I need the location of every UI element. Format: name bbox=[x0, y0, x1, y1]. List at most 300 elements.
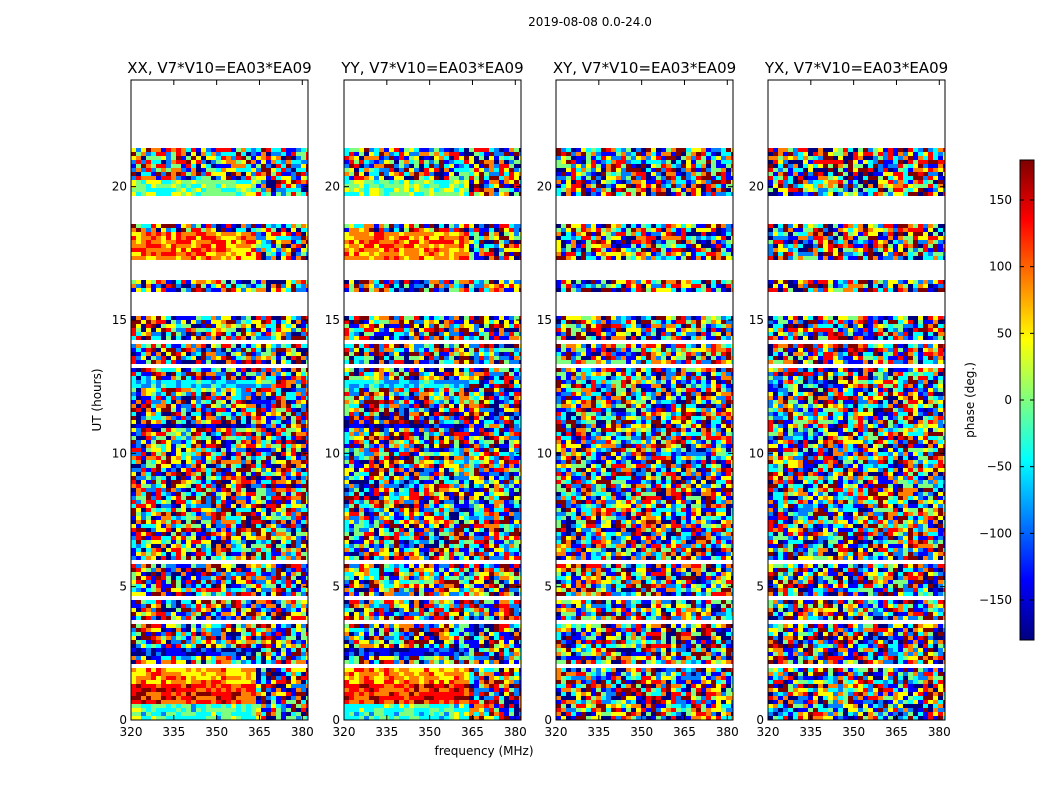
heatmap-cell bbox=[276, 368, 281, 372]
heatmap-cell bbox=[161, 232, 166, 236]
heatmap-cell bbox=[231, 528, 236, 532]
heatmap-cell bbox=[261, 508, 266, 512]
heatmap-cell bbox=[261, 388, 266, 392]
heatmap-cell bbox=[181, 532, 186, 536]
heatmap-cell bbox=[266, 524, 271, 528]
heatmap-cell bbox=[176, 712, 181, 716]
heatmap-cell bbox=[251, 652, 256, 656]
heatmap-cell bbox=[186, 492, 191, 496]
heatmap-cell bbox=[186, 432, 191, 436]
heatmap-cell bbox=[231, 676, 236, 680]
heatmap-cell bbox=[201, 648, 206, 652]
heatmap-cell bbox=[146, 336, 151, 340]
heatmap-cell bbox=[136, 660, 141, 664]
heatmap-cell bbox=[151, 368, 156, 372]
heatmap-cell bbox=[246, 328, 251, 332]
heatmap-cell bbox=[216, 172, 221, 176]
heatmap-cell bbox=[276, 180, 281, 184]
heatmap-cell bbox=[131, 648, 136, 652]
heatmap-cell bbox=[146, 676, 151, 680]
heatmap-cell bbox=[141, 476, 146, 480]
heatmap-cell bbox=[181, 236, 186, 240]
heatmap-cell bbox=[201, 344, 206, 348]
heatmap-cell bbox=[206, 640, 211, 644]
heatmap-cell bbox=[231, 628, 236, 632]
heatmap-cell bbox=[166, 392, 171, 396]
heatmap-cell bbox=[136, 224, 141, 228]
heatmap-cell bbox=[261, 148, 266, 152]
heatmap-cell bbox=[271, 564, 276, 568]
heatmap-cell bbox=[151, 692, 156, 696]
heatmap-cell bbox=[201, 416, 206, 420]
heatmap-cell bbox=[246, 188, 251, 192]
heatmap-cell bbox=[221, 360, 226, 364]
heatmap-cell bbox=[286, 692, 291, 696]
heatmap-cell bbox=[141, 716, 146, 720]
heatmap-cell bbox=[161, 484, 166, 488]
heatmap-cell bbox=[176, 608, 181, 612]
heatmap-cell bbox=[181, 180, 186, 184]
heatmap-cell bbox=[156, 464, 161, 468]
heatmap-cell bbox=[176, 228, 181, 232]
heatmap-cell bbox=[221, 396, 226, 400]
heatmap-cell bbox=[256, 712, 261, 716]
heatmap-cell bbox=[226, 252, 231, 256]
heatmap-cell bbox=[276, 224, 281, 228]
heatmap-cell bbox=[166, 580, 171, 584]
heatmap-cell bbox=[291, 176, 296, 180]
heatmap-cell bbox=[131, 408, 136, 412]
heatmap-cell bbox=[296, 480, 301, 484]
heatmap-cell bbox=[186, 504, 191, 508]
heatmap-cell bbox=[176, 644, 181, 648]
heatmap-cell bbox=[161, 648, 166, 652]
heatmap-cell bbox=[296, 520, 301, 524]
heatmap-cell bbox=[281, 236, 286, 240]
heatmap-cell bbox=[131, 284, 136, 288]
heatmap-cell bbox=[296, 368, 301, 372]
heatmap-cell bbox=[271, 380, 276, 384]
heatmap-cell bbox=[286, 348, 291, 352]
heatmap-cell bbox=[146, 656, 151, 660]
heatmap-cell bbox=[271, 544, 276, 548]
heatmap-cell bbox=[131, 436, 136, 440]
heatmap-cell bbox=[211, 448, 216, 452]
heatmap-cell bbox=[146, 468, 151, 472]
heatmap-cell bbox=[141, 564, 146, 568]
heatmap-cell bbox=[201, 356, 206, 360]
heatmap-cell bbox=[206, 356, 211, 360]
heatmap-cell bbox=[191, 692, 196, 696]
heatmap-cell bbox=[271, 236, 276, 240]
heatmap-cell bbox=[281, 452, 286, 456]
heatmap-cell bbox=[276, 520, 281, 524]
heatmap-cell bbox=[251, 712, 256, 716]
heatmap-cell bbox=[186, 240, 191, 244]
heatmap-cell bbox=[256, 540, 261, 544]
heatmap-cell bbox=[201, 180, 206, 184]
heatmap-cell bbox=[271, 480, 276, 484]
heatmap-cell bbox=[271, 444, 276, 448]
heatmap-cell bbox=[226, 324, 231, 328]
heatmap-cell bbox=[161, 228, 166, 232]
heatmap-cell bbox=[171, 708, 176, 712]
heatmap-cell bbox=[296, 556, 301, 560]
heatmap-cell bbox=[176, 676, 181, 680]
heatmap-cell bbox=[276, 444, 281, 448]
heatmap-cell bbox=[261, 580, 266, 584]
heatmap-cell bbox=[191, 584, 196, 588]
heatmap-cell bbox=[141, 316, 146, 320]
heatmap-cell bbox=[291, 456, 296, 460]
heatmap-cell bbox=[171, 460, 176, 464]
heatmap-cell bbox=[226, 544, 231, 548]
heatmap-cell bbox=[221, 672, 226, 676]
heatmap-cell bbox=[166, 192, 171, 196]
heatmap-cell bbox=[281, 564, 286, 568]
heatmap-cell bbox=[216, 476, 221, 480]
heatmap-cell bbox=[176, 152, 181, 156]
heatmap-cell bbox=[261, 332, 266, 336]
heatmap-cell bbox=[261, 248, 266, 252]
heatmap-cell bbox=[221, 192, 226, 196]
heatmap-cell bbox=[231, 592, 236, 596]
heatmap-cell bbox=[211, 684, 216, 688]
heatmap-cell bbox=[191, 244, 196, 248]
heatmap-cell bbox=[231, 160, 236, 164]
heatmap-cell bbox=[151, 232, 156, 236]
heatmap-cell bbox=[216, 572, 221, 576]
heatmap-cell bbox=[176, 248, 181, 252]
heatmap-cell bbox=[281, 188, 286, 192]
heatmap-cell bbox=[286, 528, 291, 532]
heatmap-cell bbox=[286, 332, 291, 336]
heatmap-cell bbox=[291, 164, 296, 168]
heatmap-cell bbox=[261, 328, 266, 332]
heatmap-cell bbox=[181, 172, 186, 176]
heatmap-cell bbox=[281, 368, 286, 372]
heatmap-cell bbox=[241, 444, 246, 448]
heatmap-cell bbox=[146, 440, 151, 444]
heatmap-cell bbox=[301, 604, 306, 608]
heatmap-cell bbox=[246, 640, 251, 644]
heatmap-cell bbox=[296, 404, 301, 408]
heatmap-cell bbox=[146, 148, 151, 152]
heatmap-cell bbox=[286, 424, 291, 428]
heatmap-cell bbox=[281, 392, 286, 396]
heatmap-cell bbox=[146, 424, 151, 428]
heatmap-cell bbox=[166, 428, 171, 432]
heatmap-cell bbox=[166, 708, 171, 712]
heatmap-cell bbox=[196, 468, 201, 472]
heatmap-cell bbox=[146, 232, 151, 236]
heatmap-cell bbox=[296, 532, 301, 536]
heatmap-cell bbox=[186, 448, 191, 452]
heatmap-cell bbox=[266, 512, 271, 516]
heatmap-cell bbox=[276, 632, 281, 636]
heatmap-cell bbox=[271, 624, 276, 628]
heatmap-cell bbox=[301, 228, 306, 232]
heatmap-cell bbox=[156, 480, 161, 484]
heatmap-cell bbox=[261, 500, 266, 504]
heatmap-cell bbox=[141, 344, 146, 348]
heatmap-cell bbox=[261, 468, 266, 472]
x-tick-label: 380 bbox=[291, 725, 314, 739]
heatmap-cell bbox=[236, 652, 241, 656]
heatmap-cell bbox=[201, 628, 206, 632]
heatmap-cell bbox=[271, 464, 276, 468]
heatmap-cell bbox=[286, 164, 291, 168]
heatmap-cell bbox=[201, 248, 206, 252]
heatmap-cell bbox=[281, 568, 286, 572]
heatmap-cell bbox=[241, 420, 246, 424]
heatmap-cell bbox=[191, 248, 196, 252]
heatmap-cell bbox=[226, 492, 231, 496]
heatmap-cell bbox=[131, 700, 136, 704]
heatmap-cell bbox=[206, 572, 211, 576]
heatmap-cell bbox=[141, 320, 146, 324]
heatmap-cell bbox=[161, 388, 166, 392]
heatmap-cell bbox=[231, 384, 236, 388]
heatmap-cell bbox=[131, 396, 136, 400]
heatmap-cell bbox=[281, 420, 286, 424]
heatmap-cell bbox=[221, 280, 226, 284]
heatmap-cell bbox=[251, 496, 256, 500]
heatmap-cell bbox=[206, 504, 211, 508]
heatmap-cell bbox=[296, 468, 301, 472]
heatmap-cell bbox=[266, 324, 271, 328]
heatmap-cell bbox=[141, 388, 146, 392]
heatmap-cell bbox=[226, 608, 231, 612]
heatmap-cell bbox=[271, 316, 276, 320]
heatmap-cell bbox=[266, 284, 271, 288]
heatmap-cell bbox=[261, 376, 266, 380]
heatmap-cell bbox=[206, 396, 211, 400]
heatmap-cell bbox=[211, 424, 216, 428]
heatmap-cell bbox=[286, 252, 291, 256]
heatmap-cell bbox=[131, 372, 136, 376]
heatmap-cell bbox=[196, 516, 201, 520]
heatmap-cell bbox=[281, 600, 286, 604]
heatmap-cell bbox=[166, 320, 171, 324]
heatmap-cell bbox=[171, 192, 176, 196]
heatmap-cell bbox=[196, 524, 201, 528]
heatmap-cell bbox=[271, 688, 276, 692]
heatmap-cell bbox=[176, 624, 181, 628]
heatmap-cell bbox=[266, 564, 271, 568]
heatmap-cell bbox=[196, 164, 201, 168]
heatmap-cell bbox=[256, 440, 261, 444]
heatmap-cell bbox=[131, 416, 136, 420]
heatmap-cell bbox=[271, 176, 276, 180]
heatmap-cell bbox=[151, 352, 156, 356]
heatmap-cell bbox=[136, 252, 141, 256]
heatmap-cell bbox=[161, 588, 166, 592]
heatmap-cell bbox=[216, 516, 221, 520]
heatmap-cell bbox=[176, 192, 181, 196]
heatmap-cell bbox=[226, 188, 231, 192]
heatmap-cell bbox=[201, 680, 206, 684]
heatmap-cell bbox=[166, 336, 171, 340]
heatmap-cell bbox=[246, 524, 251, 528]
heatmap-cell bbox=[161, 624, 166, 628]
heatmap-cell bbox=[296, 568, 301, 572]
heatmap-cell bbox=[226, 476, 231, 480]
heatmap-cell bbox=[286, 396, 291, 400]
heatmap-cell bbox=[281, 640, 286, 644]
heatmap-cell bbox=[216, 576, 221, 580]
heatmap-cell bbox=[201, 240, 206, 244]
heatmap-cell bbox=[261, 512, 266, 516]
heatmap-cell bbox=[191, 568, 196, 572]
heatmap-cell bbox=[221, 436, 226, 440]
heatmap-cell bbox=[216, 488, 221, 492]
heatmap-cell bbox=[286, 640, 291, 644]
heatmap-cell bbox=[196, 368, 201, 372]
heatmap-cell bbox=[166, 540, 171, 544]
heatmap-cell bbox=[286, 504, 291, 508]
heatmap-cell bbox=[201, 232, 206, 236]
heatmap-cell bbox=[256, 408, 261, 412]
heatmap-cell bbox=[166, 444, 171, 448]
heatmap-cell bbox=[261, 552, 266, 556]
heatmap-cell bbox=[156, 232, 161, 236]
heatmap-cell bbox=[271, 328, 276, 332]
heatmap-cell bbox=[186, 328, 191, 332]
heatmap-cell bbox=[186, 316, 191, 320]
heatmap-cell bbox=[301, 320, 306, 324]
heatmap-cell bbox=[161, 352, 166, 356]
heatmap-cell bbox=[301, 580, 306, 584]
heatmap-cell bbox=[136, 444, 141, 448]
heatmap-cell bbox=[266, 348, 271, 352]
heatmap-cell bbox=[161, 688, 166, 692]
heatmap-cell bbox=[236, 448, 241, 452]
heatmap-cell bbox=[276, 584, 281, 588]
heatmap-cell bbox=[276, 572, 281, 576]
heatmap-cell bbox=[171, 472, 176, 476]
heatmap-cell bbox=[146, 416, 151, 420]
heatmap-cell bbox=[251, 368, 256, 372]
heatmap-cell bbox=[251, 444, 256, 448]
heatmap-cell bbox=[201, 468, 206, 472]
heatmap-cell bbox=[276, 600, 281, 604]
heatmap-cell bbox=[271, 516, 276, 520]
heatmap-cell bbox=[301, 508, 306, 512]
heatmap-cell bbox=[276, 548, 281, 552]
heatmap-cell bbox=[211, 612, 216, 616]
heatmap-cell bbox=[166, 640, 171, 644]
heatmap-cell bbox=[281, 460, 286, 464]
heatmap-cell bbox=[181, 648, 186, 652]
heatmap-cell bbox=[221, 152, 226, 156]
heatmap-cell bbox=[231, 288, 236, 292]
heatmap-cell bbox=[301, 148, 306, 152]
heatmap-cell bbox=[216, 704, 221, 708]
heatmap-cell bbox=[171, 352, 176, 356]
heatmap-cell bbox=[241, 492, 246, 496]
heatmap-cell bbox=[166, 460, 171, 464]
heatmap-cell bbox=[131, 532, 136, 536]
heatmap-cell bbox=[281, 464, 286, 468]
heatmap-cell bbox=[266, 404, 271, 408]
heatmap-cell bbox=[271, 452, 276, 456]
heatmap-cell bbox=[266, 396, 271, 400]
heatmap-cell bbox=[176, 344, 181, 348]
heatmap-cell bbox=[201, 704, 206, 708]
heatmap-cell bbox=[266, 400, 271, 404]
heatmap-cell bbox=[301, 256, 306, 260]
heatmap-cell bbox=[211, 504, 216, 508]
heatmap-cell bbox=[266, 408, 271, 412]
heatmap-cell bbox=[281, 248, 286, 252]
heatmap-cell bbox=[296, 688, 301, 692]
heatmap-cell bbox=[241, 656, 246, 660]
heatmap-cell bbox=[286, 680, 291, 684]
heatmap-cell bbox=[136, 528, 141, 532]
heatmap-cell bbox=[191, 676, 196, 680]
heatmap-cell bbox=[251, 244, 256, 248]
heatmap-cell bbox=[136, 284, 141, 288]
heatmap-cell bbox=[146, 396, 151, 400]
heatmap-cell bbox=[301, 516, 306, 520]
heatmap-cell bbox=[216, 600, 221, 604]
heatmap-cell bbox=[241, 412, 246, 416]
heatmap-cell bbox=[216, 408, 221, 412]
heatmap-cell bbox=[231, 404, 236, 408]
heatmap-cell bbox=[291, 676, 296, 680]
heatmap-cell bbox=[286, 148, 291, 152]
heatmap-cell bbox=[171, 564, 176, 568]
heatmap-cell bbox=[206, 492, 211, 496]
heatmap-cell bbox=[201, 328, 206, 332]
heatmap-cell bbox=[291, 240, 296, 244]
heatmap-cell bbox=[141, 648, 146, 652]
heatmap-cell bbox=[281, 628, 286, 632]
heatmap-cell bbox=[236, 688, 241, 692]
heatmap-cell bbox=[296, 660, 301, 664]
heatmap-cell bbox=[256, 372, 261, 376]
heatmap-cell bbox=[211, 372, 216, 376]
heatmap-cell bbox=[236, 484, 241, 488]
heatmap-cell bbox=[156, 244, 161, 248]
heatmap-cell bbox=[131, 540, 136, 544]
heatmap-cell bbox=[211, 508, 216, 512]
heatmap-cell bbox=[261, 192, 266, 196]
heatmap-cell bbox=[181, 624, 186, 628]
heatmap-cell bbox=[256, 432, 261, 436]
heatmap-cell bbox=[236, 164, 241, 168]
heatmap-cell bbox=[236, 624, 241, 628]
heatmap-cell bbox=[216, 608, 221, 612]
heatmap-cell bbox=[136, 160, 141, 164]
heatmap-cell bbox=[146, 552, 151, 556]
heatmap-cell bbox=[241, 644, 246, 648]
heatmap-cell bbox=[236, 284, 241, 288]
heatmap-cell bbox=[251, 696, 256, 700]
heatmap-cell bbox=[256, 656, 261, 660]
heatmap-cell bbox=[251, 412, 256, 416]
heatmap-cell bbox=[251, 452, 256, 456]
heatmap-cell bbox=[186, 284, 191, 288]
heatmap-cell bbox=[191, 160, 196, 164]
heatmap-cell bbox=[176, 372, 181, 376]
heatmap-cell bbox=[241, 240, 246, 244]
heatmap-cell bbox=[181, 604, 186, 608]
heatmap-cell bbox=[141, 452, 146, 456]
heatmap-cell bbox=[266, 604, 271, 608]
heatmap-cell bbox=[151, 192, 156, 196]
